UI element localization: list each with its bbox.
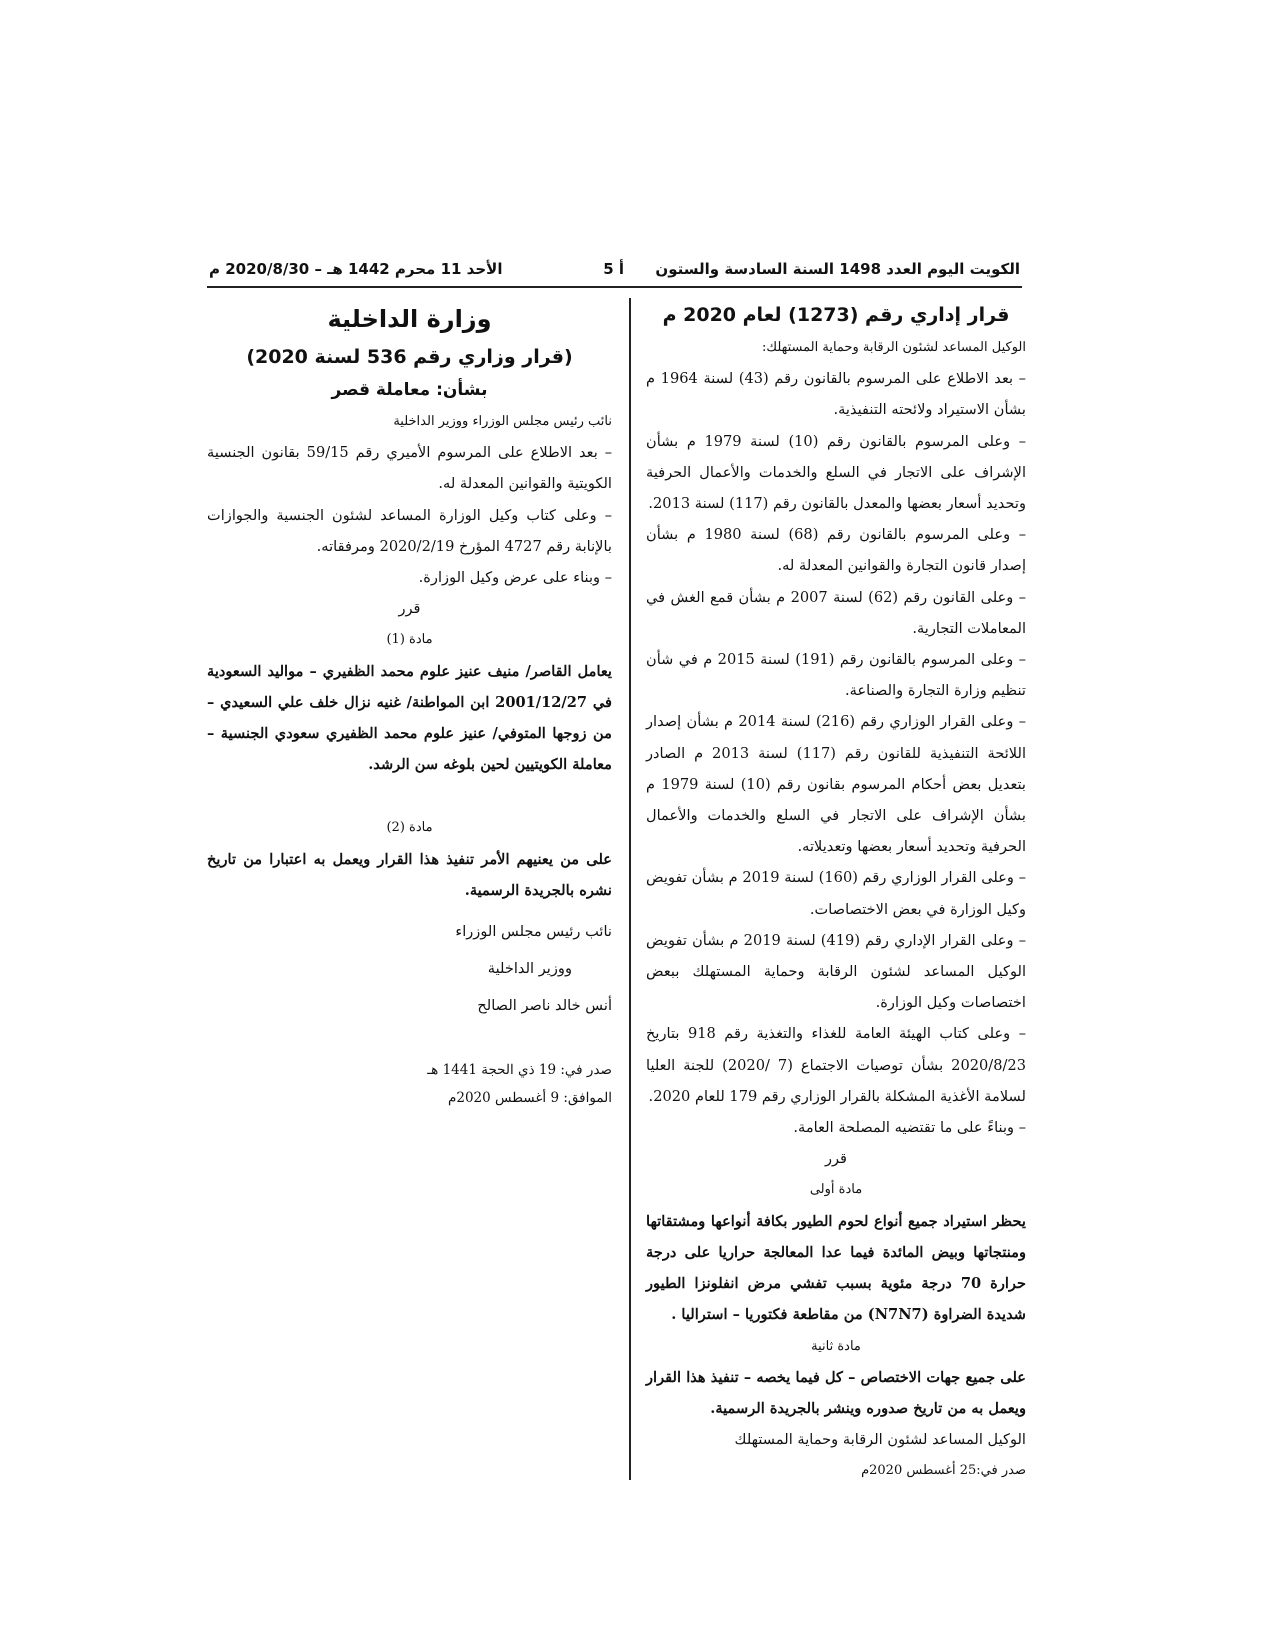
article-heading: مادة (1) [386, 632, 433, 648]
issued-date: صدر في:25 أغسطس 2020م [861, 1463, 1026, 1479]
clause: – بعد الاطلاع على المرسوم الأميري رقم 59/15 بقانون الجنسية الكويتية والقوانين المعدلة له. [207, 444, 613, 493]
article-text: على من يعنيهم الأمر تنفيذ هذا القرار ويعمل به اعتبارا من تاريخ نشره بالجريدة الرسمية. [207, 850, 612, 899]
signature: الوكيل المساعد لشئون الرقابة وحماية المستهلك [734, 1431, 1026, 1449]
article-heading: مادة (2) [386, 820, 433, 836]
clause: – بعد الاطلاع على المرسوم بالقانون رقم (43) لسنة 1964 م بشأن الاستيراد ولائحته التنفيذية. [646, 370, 1026, 419]
left-column [207, 298, 612, 1112]
issuer-line: الوكيل المساعد لشئون الرقابة وحماية المستهلك: [761, 340, 1026, 355]
clause: – وعلى القرار الوزاري رقم (216) لسنة 2014 م بشأن إصدار اللائحة التنفيذية للقانون رقم (117) لسنة 2013 م الصادر بتعديل بعض أحكام المرسوم بقانون رقم (10) لسنة 1979 م بشأن الإشراف على الاتجار في السلع والخدمات والأعمال الحرفية وتحديد أسعار بعضها وتعديلاته. [646, 713, 1027, 856]
issue-date: الأحد 11 محرم 1442 هـ – 2020/8/30 م [209, 260, 503, 278]
decree-subject: بشأن: معاملة قصر [331, 380, 488, 400]
clause: – وبناء على عرض وكيل الوزارة. [418, 569, 612, 587]
article-text: يحظر استيراد جميع أنواع لحوم الطيور بكافة أنواعها ومشتقاتها ومنتجاتها وبيض المائدة فيما عدا المعالجة حراريا على درجة حرارة 70 درجة مئوية بسبب تفشي مرض انفلونزا الطيور شديدة الضراوة (N7N7) من مقاطعة فكتوريا – استراليا . [646, 1212, 1026, 1324]
signature-title: ووزير الداخلية [487, 960, 572, 978]
issued-gregorian: الموافق: 9 أغسطس 2020م [448, 1089, 612, 1106]
article-heading: مادة أولى [809, 1182, 863, 1198]
column-divider [629, 298, 631, 1480]
article-text: على جميع جهات الاختصاص – كل فيما يخصه – تنفيذ هذا القرار ويعمل به من تاريخ صدوره وينشر بالجريدة الرسمية. [646, 1368, 1026, 1417]
decree-number: (قرار وزاري رقم 536 لسنة 2020) [246, 346, 573, 368]
clause: – وعلى القانون رقم (62) لسنة 2007 م بشأن قمع الغش في المعاملات التجارية. [646, 588, 1027, 637]
article-heading: مادة ثانية [811, 1338, 861, 1354]
clause: – وعلى كتاب الهيئة العامة للغذاء والتغذية رقم 918 بتاريخ 2020/8/23 بشأن توصيات الاجتماع (7 /2020) للجنة العليا لسلامة الأغذية المشكلة بالقرار الوزاري رقم 179 للعام 2020. [646, 1025, 1026, 1105]
article-text: يعامل القاصر/ منيف عنيز علوم محمد الظفيري – مواليد السعودية في 2001/12/27 ابن المواطنة/ غنيه نزال خلف علي السعيدي – من زوجها المتوفي/ عنيز علوم محمد الظفيري سعودي الجنسية – معاملة الكويتيين لحين بلوغه سن الرشد. [207, 662, 612, 774]
issued-block [207, 1056, 612, 1112]
clause: – وعلى المرسوم بالقانون رقم (191) لسنة 2015 م في شأن تنظيم وزارة التجارة والصناعة. [646, 651, 1026, 700]
signature-block [207, 916, 612, 1022]
signature-name: أنس خالد ناصر الصالح [477, 997, 612, 1015]
clause: – وعلى المرسوم بالقانون رقم (68) لسنة 1980 م بشأن إصدار قانون التجارة والقوانين المعدلة له. [646, 526, 1026, 575]
decision-heading: قرر [398, 600, 421, 618]
page-header [207, 256, 1022, 288]
clause: – وعلى المرسوم بالقانون رقم (10) لسنة 1979 م بشأن الإشراف على الاتجار في السلع والخدمات والأعمال الحرفية وتحديد أسعار بعضها والمعدل بالقانون رقم (117) لسنة 2013. [646, 432, 1026, 513]
ministry-title: وزارة الداخلية [327, 305, 492, 333]
right-column [646, 298, 1026, 1487]
page-number: أ 5 [603, 260, 624, 278]
issuer-line: نائب رئيس مجلس الوزراء ووزير الداخلية [393, 414, 612, 429]
decision-heading: قرر [824, 1150, 848, 1168]
clause: – وبناءً على ما تقتضيه المصلحة العامة. [793, 1119, 1026, 1137]
clause: – وعلى القرار الوزاري رقم (160) لسنة 2019 م بشأن تفويض وكيل الوزارة في بعض الاختصاصات. [646, 869, 1026, 918]
decision-title: قرار إداري رقم (1273) لعام 2020 م [662, 304, 1010, 326]
issued-hijri: صدر في: 19 ذي الحجة 1441 هـ [427, 1061, 612, 1078]
clause: – وعلى كتاب وكيل الوزارة المساعد لشئون الجنسية والجوازات بالإنابة رقم 4727 المؤرخ 2020/2/19 ومرفقاته. [207, 506, 612, 555]
clause: – وعلى القرار الإداري رقم (419) لسنة 2019 م بشأن تفويض الوكيل المساعد لشئون الرقابة وحماية المستهلك ببعض اختصاصات وكيل الوزارة. [646, 931, 1026, 1012]
signature-title: نائب رئيس مجلس الوزراء [455, 923, 612, 941]
publication-info: الكويت اليوم العدد 1498 السنة السادسة والستون [655, 260, 1020, 278]
